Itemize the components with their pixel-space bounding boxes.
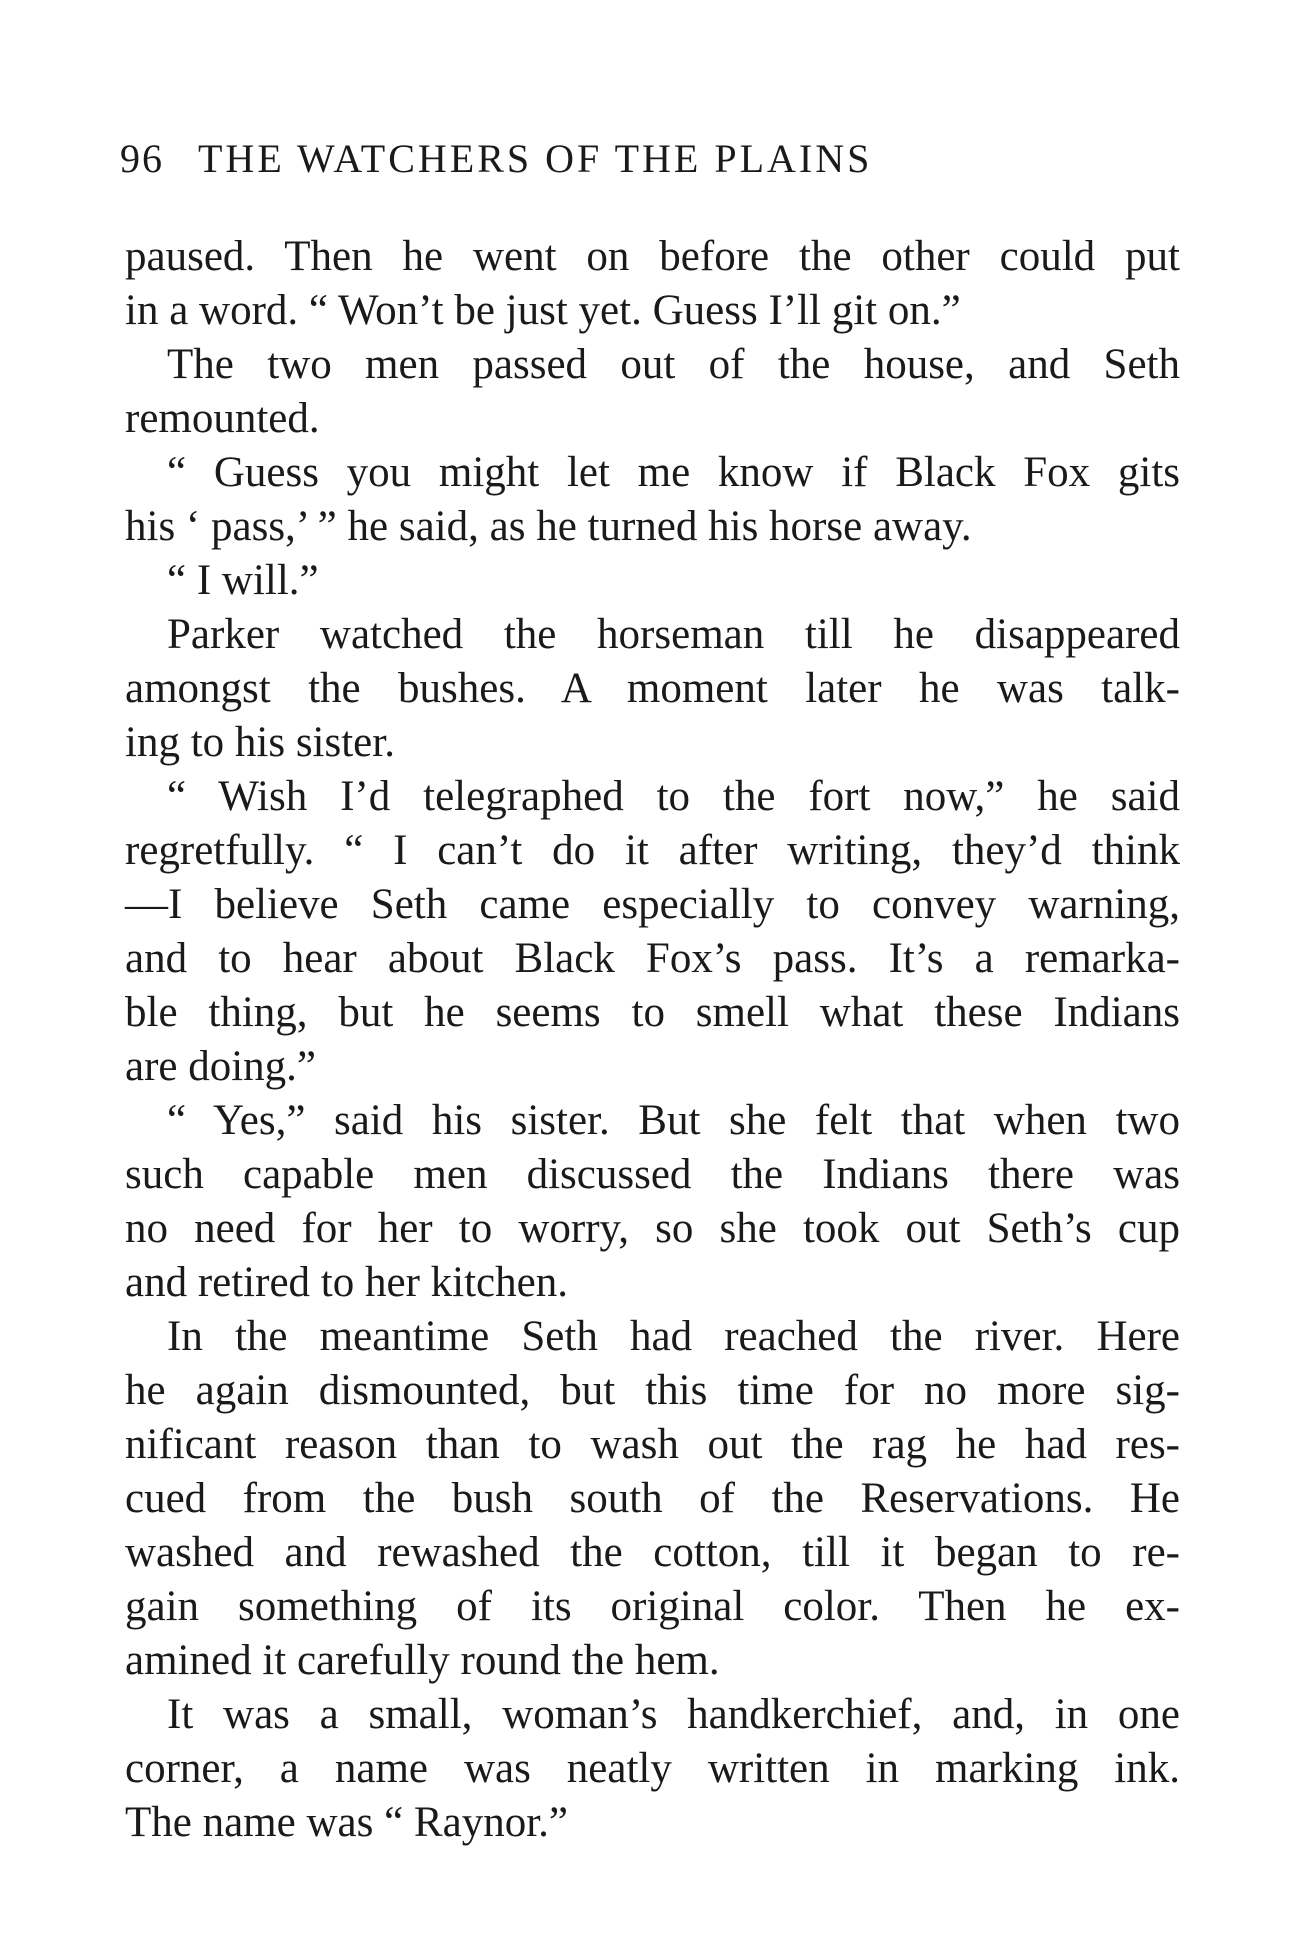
text-line: nificant reason than to wash out the rag he had res- [125, 1421, 1180, 1468]
text-line: paused. Then he went on before the other could put [125, 233, 1180, 280]
text-line: The name was “ Raynor.” [125, 1799, 568, 1846]
text-line: The two men passed out of the house, and Seth [167, 341, 1180, 388]
text-line: “ Wish I’d telegraphed to the fort now,” he said [167, 773, 1180, 820]
text-line: are doing.” [125, 1043, 317, 1090]
running-title: THE WATCHERS OF THE PLAINS [198, 136, 873, 181]
text-line: It was a small, woman’s handkerchief, and, in one [167, 1691, 1180, 1738]
text-line: regretfully. “ I can’t do it after writing, they’d think [125, 827, 1180, 874]
text-line: —I believe Seth came especially to convey warning, [125, 881, 1180, 928]
text-line: “ Guess you might let me know if Black Fox gits [167, 449, 1180, 496]
text-line: amongst the bushes. A moment later he was talk- [125, 665, 1180, 712]
text-line: such capable men discussed the Indians there was [125, 1151, 1180, 1198]
text-line: and to hear about Black Fox’s pass. It’s a remarka- [125, 935, 1180, 982]
page-number: 96 [120, 136, 164, 181]
text-line: Parker watched the horseman till he disappeared [167, 611, 1180, 658]
text-line: ble thing, but he seems to smell what these Indians [125, 989, 1180, 1036]
text-line: washed and rewashed the cotton, till it began to re- [125, 1529, 1180, 1576]
text-line: in a word. “ Won’t be just yet. Guess I’ll git on.” [125, 287, 961, 334]
running-head [120, 135, 1120, 195]
text-line: and retired to her kitchen. [125, 1259, 568, 1306]
text-line: “ Yes,” said his sister. But she felt that when two [167, 1097, 1180, 1144]
text-line: he again dismounted, but this time for no more sig- [125, 1367, 1180, 1414]
text-line: In the meantime Seth had reached the river. Here [167, 1313, 1180, 1360]
text-line: amined it carefully round the hem. [125, 1637, 720, 1684]
text-line: “ I will.” [167, 557, 319, 604]
text-line: no need for her to worry, so she took out Seth’s cup [125, 1205, 1180, 1252]
text-line: ing to his sister. [125, 719, 395, 766]
body-text [125, 230, 1180, 1850]
text-line: remounted. [125, 395, 320, 442]
text-line: corner, a name was neatly written in marking ink. [125, 1745, 1180, 1792]
text-line: gain something of its original color. Then he ex- [125, 1583, 1180, 1630]
text-line: his ‘ pass,’ ” he said, as he turned his horse away. [125, 503, 972, 550]
text-line: cued from the bush south of the Reservations. He [125, 1475, 1180, 1522]
